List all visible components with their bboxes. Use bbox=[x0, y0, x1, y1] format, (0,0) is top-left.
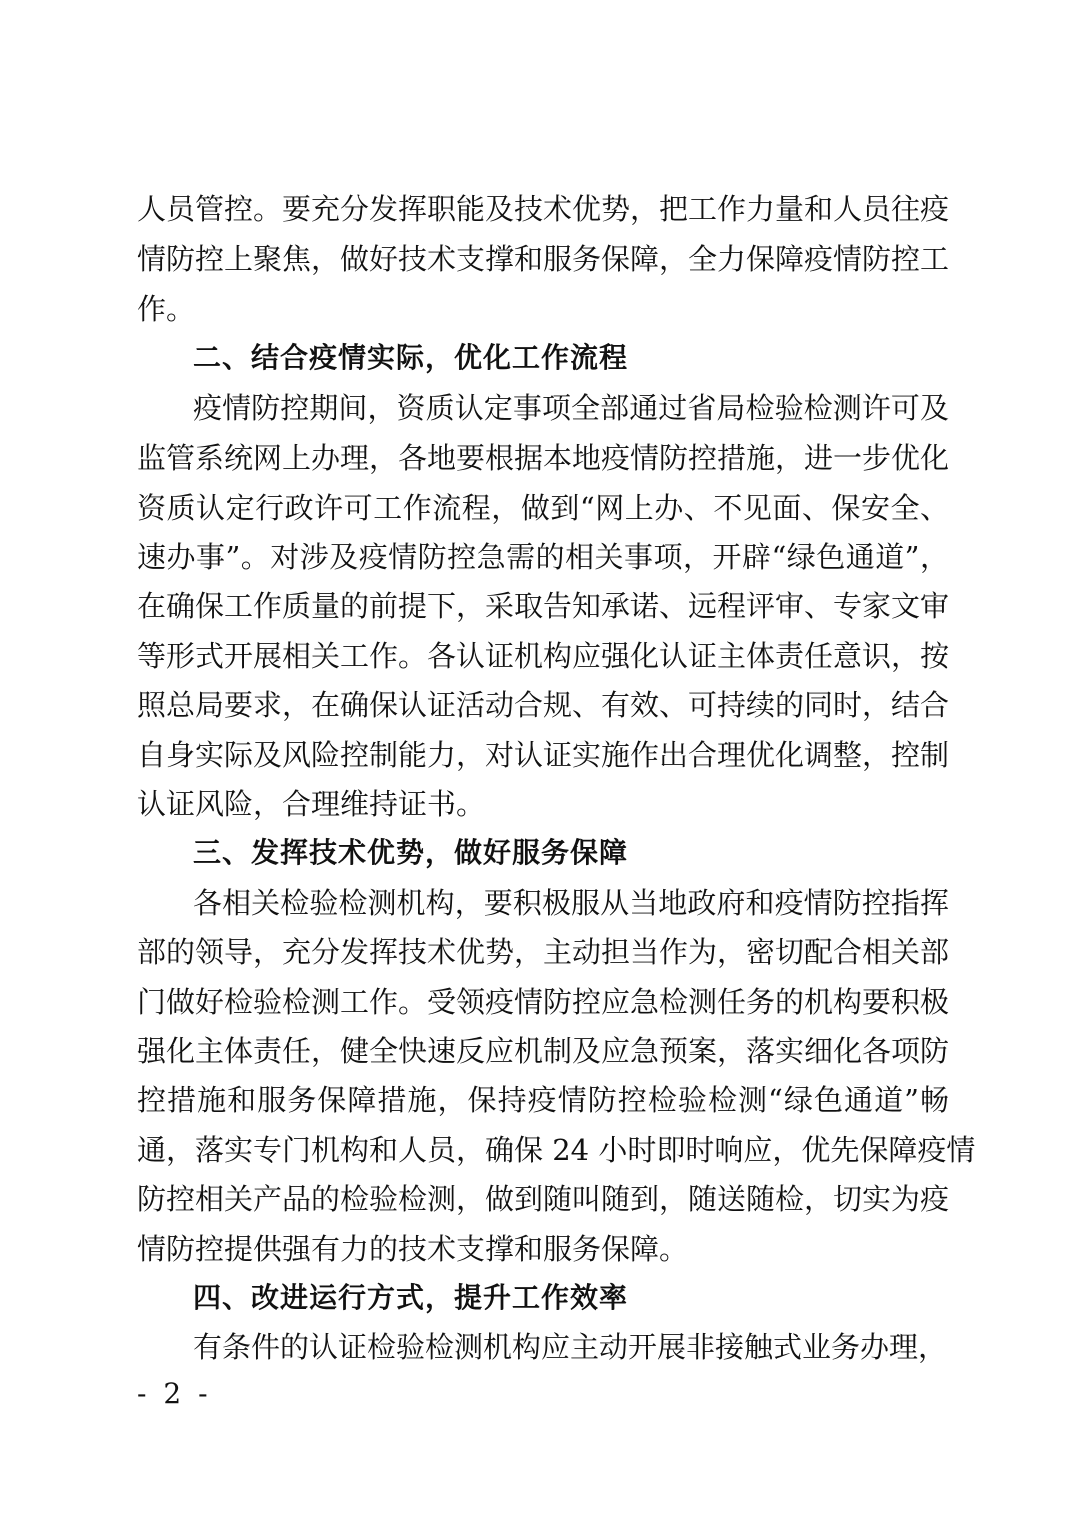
paragraph-line: 监管系统网上办理，各地要根据本地疫情防控措施，进一步优化 bbox=[137, 441, 950, 475]
section-heading: 二、结合疫情实际，优化工作流程 bbox=[193, 341, 629, 374]
section-heading: 三、发挥技术优势，做好服务保障 bbox=[193, 836, 629, 869]
paragraph-line: 照总局要求，在确保认证活动合规、有效、可持续的同时，结合 bbox=[137, 688, 950, 722]
paragraph-line: 情防控上聚焦，做好技术支撑和服务保障，全力保障疫情防控工 bbox=[137, 242, 950, 276]
paragraph-line: 情防控提供强有力的技术支撑和服务保障。 bbox=[137, 1232, 689, 1266]
paragraph-line: 等形式开展相关工作。各认证机构应强化认证主体责任意识，按 bbox=[137, 639, 950, 673]
paragraph-line: 各相关检验检测机构，要积极服从当地政府和疫情防控指挥 bbox=[193, 886, 949, 920]
paragraph-line: 通，落实专门机构和人员，确保 24 小时即时响应，优先保障疫情 bbox=[137, 1133, 976, 1167]
paragraph-line: 资质认定行政许可工作流程，做到“网上办、不见面、保安全、 bbox=[137, 491, 949, 525]
paragraph-line: 人员管控。要充分发挥职能及技术优势，把工作力量和人员往疫 bbox=[137, 192, 950, 226]
paragraph-line: 自身实际及风险控制能力，对认证实施作出合理优化调整，控制 bbox=[137, 738, 950, 772]
paragraph-line: 认证风险，合理维持证书。 bbox=[137, 787, 486, 821]
paragraph-line: 部的领导，充分发挥技术优势，主动担当作为，密切配合相关部 bbox=[137, 935, 950, 969]
paragraph-line: 控措施和服务保障措施，保持疫情防控检验检测“绿色通道”畅 bbox=[137, 1083, 949, 1117]
paragraph-line: 有条件的认证检验检测机构应主动开展非接触式业务办理， bbox=[193, 1330, 948, 1364]
paragraph-line: 防控相关产品的检验检测，做到随叫随到，随送随检，切实为疫 bbox=[137, 1182, 950, 1216]
paragraph-line: 门做好检验检测工作。受领疫情防控应急检测任务的机构要积极 bbox=[137, 985, 950, 1019]
paragraph-line: 强化主体责任，健全快速反应机制及应急预案，落实细化各项防 bbox=[137, 1034, 950, 1068]
paragraph-line: 在确保工作质量的前提下，采取告知承诺、远程评审、专家文审 bbox=[137, 589, 950, 623]
section-heading: 四、改进运行方式，提升工作效率 bbox=[193, 1281, 629, 1314]
paragraph-line: 疫情防控期间，资质认定事项全部通过省局检验检测许可及 bbox=[193, 391, 949, 425]
paragraph-line: 作。 bbox=[137, 292, 196, 326]
paragraph-line: 速办事”。对涉及疫情防控急需的相关事项，开辟“绿色通道”， bbox=[137, 540, 949, 574]
page-number: - 2 - bbox=[137, 1377, 212, 1410]
